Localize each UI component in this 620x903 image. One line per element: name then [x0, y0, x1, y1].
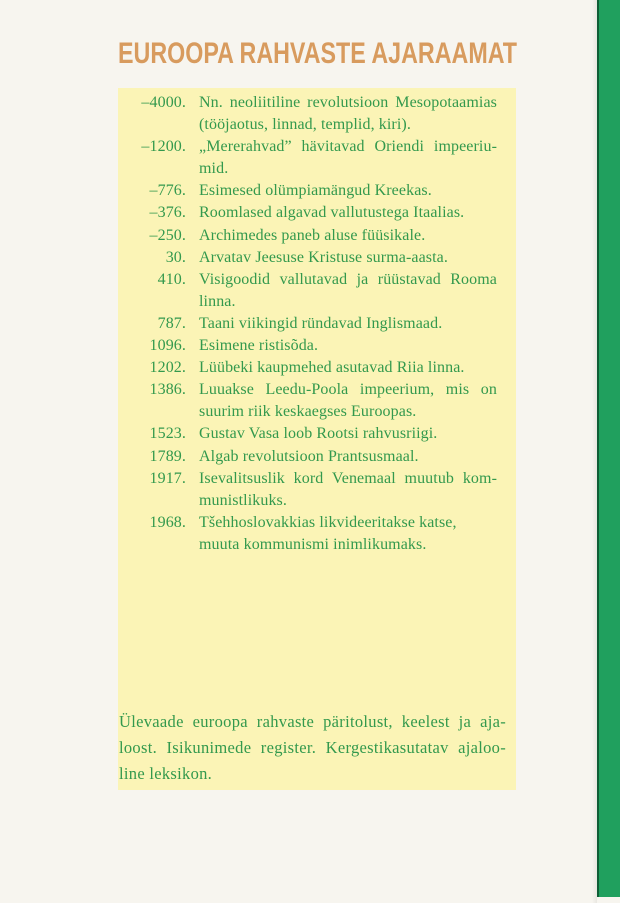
timeline-line: mid.: [199, 160, 229, 178]
timeline-text: [199, 423, 497, 445]
description-line: Ülevaade euroopa rahvaste päritolust, keelest ja aja-: [119, 712, 506, 731]
timeline-line: Tšehhoslovakkias likvideeritakse katse,: [199, 513, 457, 531]
book-spine: [597, 0, 620, 897]
timeline-line: Roomlased algavad vallutustega Itaalias.: [199, 204, 465, 222]
timeline-line: Visigoodid vallutavad ja rüüstavad Rooma: [199, 270, 497, 288]
timeline-line: suurim riik keskaegses Euroopas.: [199, 403, 417, 421]
timeline-year: 1789.: [149, 447, 186, 465]
timeline-entry: [118, 92, 516, 136]
timeline-year: –376.: [149, 204, 186, 222]
description-line: line leksikon.: [119, 764, 213, 783]
timeline-text: [199, 180, 497, 202]
timeline-line: „Mererahvad” hävitavad Oriendi impeeriu-: [199, 138, 497, 156]
description-line: loost. Isikunimede register. Kergestikasutatav ajaloo-: [119, 738, 506, 757]
timeline-entry: [118, 357, 516, 379]
timeline-line: Algab revolutsioon Prantsusmaal.: [199, 447, 419, 465]
timeline-year: 1917.: [149, 469, 186, 487]
timeline-line: Archimedes paneb aluse füüsikale.: [199, 226, 426, 244]
timeline-line: linna.: [199, 292, 236, 310]
timeline-entry: [118, 202, 516, 224]
timeline-line: (tööjaotus, linnad, templid, kiri).: [199, 116, 411, 134]
timeline-year: 1202.: [149, 359, 186, 377]
timeline-year: –250.: [149, 226, 186, 244]
timeline-year: 30.: [165, 248, 186, 266]
timeline-line: Luuakse Leedu-Poola impeerium, mis on: [199, 381, 497, 399]
timeline-line: munistlikuks.: [199, 491, 287, 509]
timeline-line: Esimesed olümpiamängud Kreekas.: [199, 182, 432, 200]
timeline-text: [199, 136, 497, 180]
timeline-entry: [118, 225, 516, 247]
timeline-entry: [118, 335, 516, 357]
timeline-line: Arvatav Jeesuse Kristuse surma-aasta.: [199, 248, 448, 266]
timeline-year: 787.: [157, 314, 186, 332]
timeline-text: [199, 357, 497, 379]
timeline-year: –1200.: [141, 138, 186, 156]
timeline-text: [199, 335, 497, 357]
timeline-entry: [118, 136, 516, 180]
timeline-year: 410.: [157, 270, 186, 288]
timeline-line: Taani viikingid ründavad Inglismaad.: [199, 314, 443, 332]
timeline-entry: [118, 468, 516, 512]
timeline-entry: [118, 379, 516, 423]
timeline-entry: [118, 269, 516, 313]
timeline-entry: [118, 512, 516, 556]
timeline-entry: [118, 313, 516, 335]
book-description: [119, 709, 506, 787]
timeline-entry: [118, 180, 516, 202]
timeline-year: 1386.: [149, 381, 186, 399]
timeline-entry: [118, 247, 516, 269]
timeline-text: [199, 379, 497, 423]
title-graphic: [118, 36, 518, 68]
timeline-text: [199, 202, 497, 224]
timeline-text: [199, 512, 497, 556]
timeline-line: Nn. neoliitiline revolutsioon Mesopotaamias: [199, 94, 497, 111]
timeline-entry: [118, 446, 516, 468]
timeline-entry: [118, 423, 516, 445]
timeline-line: Isevalitsuslik kord Venemaal muutub kom-: [199, 469, 497, 487]
timeline-text: [199, 446, 497, 468]
yellow-panel: [118, 88, 516, 790]
timeline-line: muuta kommunismi inimlikumaks.: [199, 535, 427, 553]
timeline-year: –4000.: [141, 94, 186, 111]
timeline-year: 1968.: [149, 513, 186, 531]
timeline-year: 1523.: [149, 425, 186, 443]
timeline-text: [199, 225, 497, 247]
timeline-line: Gustav Vasa loob Rootsi rahvusriigi.: [199, 425, 438, 443]
timeline-text: [199, 313, 497, 335]
timeline-text: [199, 468, 497, 512]
book-title: EUROOPA RAHVASTE AJARAAMAT: [118, 37, 517, 70]
timeline-text: [199, 269, 497, 313]
timeline-year: 1096.: [149, 337, 186, 355]
timeline-text: [199, 92, 497, 136]
timeline: [118, 92, 516, 556]
timeline-year: –776.: [149, 182, 186, 200]
timeline-line: Lüübeki kaupmehed asutavad Riia linna.: [199, 359, 465, 377]
timeline-line: Esimene ristisõda.: [199, 337, 319, 355]
timeline-text: [199, 247, 497, 269]
